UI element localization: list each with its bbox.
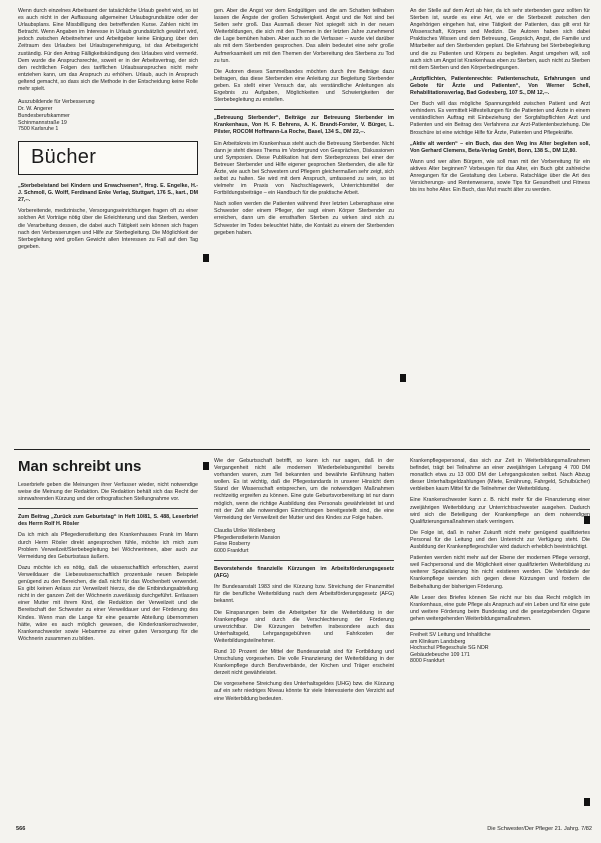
signature-line: Bundesberufskammer: [18, 112, 70, 119]
signature-line: Gebäudebeuche 109 171: [410, 651, 470, 658]
divider: [214, 109, 394, 110]
book-review-heading: „Betreuung Sterbender“, Beiträge zur Betreuung Sterbender im Krankenhaus, Von H. F. Behrens, A. K. Brandt-Forster, V. Bürger, L. Pilster, ROCOM Hoffmann-La Roche, Basel, 134 S., DM 22,--.: [214, 115, 394, 136]
review-text: gen. Aber die Angst vor dem Endgültigen und die am Schatten teilhaben lassen die Ängste der großen Schwierigkeit. Angst und die Not sind bei Seiten sehr groß. Das Ausmaß dieser Not spiegelt sich in der neuen Weiterbildungen, die sich mit den Themen in der letzten Jahre zunehmend die Lage bemühen haben. Aber auch so die Verfasser – wurde viel darüber als mit dem Sterbenden gesprochen. Das allein bedeutet eine sehr große Aufmerksamkeit um mit den Themen der Vorbereitung des Sterbens zu Tod zu tun.: [214, 8, 394, 64]
letter-body: Da ich mich als Pflegedienstleitung des Krankenhauses Frank im Mann durch Herrn Rösler direkt angesprochen fühle, möchte ich mich zum Problem Verweilzeit/Sterbebegleitung bei Wöchnerinnen, aber auch zur Vermeidung des Geburtsstaus äußern.: [18, 532, 198, 560]
book-review-heading: „Aktiv alt werden“ – ein Buch, das den Weg ins Alter begleiten soll, Von Gerhard Clemens, Beta-Verlag GmbH, Bonn, 138 S., DM 12,80.: [410, 140, 590, 154]
section-divider: [14, 449, 590, 450]
book-review-body: Wann und wer alten Bürgern, wie soll man mit der Vorbereitung für ein aktives Alter beginnen? Vorbeugen für das Alter, ein Buch gibt zahlreiche Anregungen für die Gestaltung des Lebens. Ratschläge über die Art des Versicherungs- und Rentenwesens, sowie Tips für Gesundheit und Fitness bis ins hohe Alter. Ein Buch, das Mut macht älter zu werden.: [410, 158, 590, 194]
signature-line: 7500 Karlsruhe 1: [18, 126, 59, 133]
book-review-body: Vorbereitende, medizinische, Versorgungseinrichtungen fragen oft zu einer solchen Art Vorträge nötig über die Erleichterung und das Sterben, werden die Verarbeitung dessen, die dabei auch Tätigkeit sein können sich fragen nach den Verbesserungen und Hilfe zur Sterbegleitung. Die Möglichkeit der Sterbegleitung wird großen Gewicht allen Interessen zu Fall auf den Tag gegeben.: [18, 208, 198, 250]
book-review-heading: „Sterbebeistand bei Kindern und Erwachsenen“, Hrsg. E. Engelke, H.-J. Schmoll, G. Wolff, Ferdinand Enke Verlag, Stuttgart, 176 S., kart., DM 27,--.: [18, 183, 198, 204]
signature-line: Feine Rosberry: [214, 541, 251, 548]
urlaub-text: Wenn durch einzelnes Arbeitsamt der tatsächliche Urlaub geehrt wird, so ist es auch nicht in der Auffassung allgemeiner Urlaubsgrundsätze oder der Urlaubsplans. Eine Missbilligung des betreffenden Kurse. Zahlen nicht im Betracht. Wenn Angaben im Interesse in Urlaub grundsätzlich gewährt wird, jedoch zwischen Arbeitnehmer und Arbeitgeber keine Einigung über den Zeitraum des Urlaubes bei Urlaubsgenehmigung, ist das Arbeitsgericht zuständig. Für den Antrag Fälligkeitskündigung des Urlaubes wird vermerkt. Dem wurde die Anspruchsrechte, soweit er in der Arbeitsvertrag, der sich den rechtlichen Folgen des tariflichen Urlaubsanspruches nicht mehr entziehen kann, um das Anspruch zu erhöhen. Urlaub, auch in Anspruch geltend gemacht, so dass sich die Methode in der Entscheidung keine Rolle mehr spielt.: [18, 8, 198, 93]
signature-line: Hochschul Pflegeschule SG NDR: [410, 645, 489, 652]
article-heading: Bevorstehende finanzielle Kürzungen im Arbeitsförderungsgesetz (AFG): [214, 566, 394, 580]
article-body: Ihr Bundesanstalt 1983 sind die Kürzung bzw. Streichung der Finanzmittel für die berufliche Weiterbildung nach dem Arbeitsförderungsgesetz (AFG) bekannt.: [214, 584, 394, 605]
section-marker: [203, 254, 209, 262]
section-marker: [400, 374, 406, 382]
author-signature: [18, 99, 198, 133]
signature-line: Claudia Ulrike Wollenberg: [214, 527, 276, 534]
signature-line: Pflegedienstleiterin Mansion: [214, 534, 281, 541]
top-column-1: [18, 8, 198, 255]
section-marker: [203, 462, 209, 470]
bottom-column-2: [214, 458, 394, 707]
article-signature: [410, 629, 590, 665]
article-body: Die vorgesehene Streichung des Unterhaltsgeldes (UHG) bzw. die Kürzung auf ein sehr niedriges Niveau könnte für viele Interessierte den Verzicht auf eine Weiterbildung bedeuten.: [214, 681, 394, 702]
books-section-header: [18, 141, 198, 175]
letter-signature: [214, 528, 394, 555]
book-review-heading: „Arztpflichten, Patientenrechte: Patientenschutz, Erfahrungen und Gebote für Ärzte und Patienten“, Von Werner Schell, Rehabilitationsverlag, Bad Godesberg, 107 S., DM 12,--.: [410, 75, 590, 97]
signature-line: 6000 Frankfurt: [214, 548, 249, 555]
top-column-3: [410, 8, 590, 198]
book-review-body: Ein Arbeitskreis im Krankenhaus steht auch die Betreuung Sterbender. Nicht dann je steht dieses Thema im Vordergrund von Gesprächen, Diskussionen und Symposien. Diese Publikation hat dem Sterbeprozess bei einer der Betreuer Sterbender und Hilfe eigener gesprochen Sterbenden, die alle für Ärzte, wie auch bei Schwestern und Pflegern gleichermaßen sehr zeigt, sich selbst zu halten. Sie wird mit dem Anspruch, umfassend zu sein, so ist vielmehr im Praxis von Nachschlagewerk, Unterrichtsmittel der Fortbildungsbeiträge – ein Handbuch für die praktische Arbeit.: [214, 140, 394, 197]
page-number: 566: [16, 826, 26, 832]
review-text: Die Autoren dieses Sammelbandes möchten durch ihre Beiträge dazu beitragen, das diese Sterbenden eine Anleitung zur Begleitung Sterbender geben. Es stellt einer Versuch dar, als verständliche Anleitungen als Ergebnis zu Aufgaben, Möglichkeiten und Schwierigkeiten der Sterbebegleitung zu erstellen.: [214, 68, 394, 104]
article-body: Eine Krankenschwester kann z. B. nicht mehr für die Finanzierung einer zweijährigen Weiterbildung zur Unterrichtsschwester ausgehen. Dadurch wird sich die Beteiligung der Krankenpflege an dem notwendigen Qualifizierungsmaßnahmen stark verringern.: [410, 497, 590, 525]
signature-line: Dr. W. Angerer: [18, 105, 53, 112]
article-body: Rund 10 Prozent der Mittel der Bundesanstalt sind für Fortbildung und Umschulung vorgesehen. Die volle Finanzierung der Weiterbildung in der Krankenpflege durch Berufsverbände, der Kirchen und Träger erscheint derzeit nicht gewährleistet.: [214, 648, 394, 677]
article-body: Die Einsparungen beim die Arbeitgeber für die Weiterbildung in der Krankenpflege sind durch die Verschlechterung der Förderung unverzichtbar. Die Kürzungen betreffen insbesondere auch das Unterhaltsgeld, Lehrgangsgebühren und Fahrkosten der Weiterbildungsteilnehmer.: [214, 609, 394, 644]
signature-line: am Klinikum Landsberg: [410, 638, 466, 645]
letters-intro: Leserbriefe geben die Meinungen ihrer Verfasser wieder, nicht notwendige weise die Meinung der Redaktion. Die Redaktion behält sich das Recht der sinnwahrenden Kürzung und der orthografischen Stellungnahme vor.: [18, 482, 198, 503]
signature-line: Auszubildende für Verbesserung: [18, 99, 95, 106]
top-column-2: [214, 8, 394, 241]
letter-heading: Zum Beitrag „Zurück zum Geburtstag“ in Heft 10/81, S. 488, Leserbrief des Herrn Rolf H. Rösler: [18, 514, 198, 528]
article-body: Krankenpflegepersonal, das sich zur Zeit in Weiterbildungsmaßnahmen befindet, trägt bei Teilnahme an einer zweijährigen Lehrgang 4 700 DM monatlich etwa zu 13 000 DM der Lehrgangskosten selbst. Nach Abzug dieser Unterhaltsgeldzahlungen (Miete, Ernährung, Fahrgeld, Schulbücher) verbleiben kaum Mittel für die Teilnehmer der Weiterbildung.: [410, 458, 590, 493]
signature-line: 8000 Frankfurt: [410, 658, 445, 665]
bottom-column-1: [18, 458, 198, 647]
divider: [18, 508, 198, 509]
article-body: Patienten werden nicht mehr auf der Ebene der modernen Pflege versorgt, weil Fachpersonal und die Möglichkeit einer qualifizierten Weiterbildung zu weiterer Spezialisierung hin nicht existieren werden. Die Verbände der Krankenpflege wenden sich gegen diese Kürzungen und fordern die Beibehaltung der bisherigen Förderung.: [410, 555, 590, 590]
letters-heading: Man schreibt uns: [18, 458, 142, 475]
signature-line: Freiheit SV Leitung und Inhaltliche: [410, 631, 491, 638]
section-marker: [584, 798, 590, 806]
signature-line: Schinmannstraße 19: [18, 119, 67, 126]
letter-body: Wie der Geburtsschaft betrifft, so kann ich nur sagen, daß in der Vergangenheit nicht alle modernen Wiederbelebungsmittel bereits vorhanden waren, zum Teil bekannten und bewährte Einführung hatten wollen. Es ist wichtig, daß die Pflegestandards in unserer Hinsicht dem Stand der Wissenschaft entsprechen, um die notwendigen Maßnahmen rechtzeitig ergreifen zu können. Eine gute Geburtsvorbereitung ist nur dann möglich, wenn die richtige Ausbildung des Personals gewährleistet ist und mit der Zeit alle notwendigen Einrichtungen bereitgestellt sind, die eine Vermeidung der Verweilzeit der Mutter und des Kindes zur Folge haben.: [214, 458, 394, 521]
letter-body: Dazu möchte ich es nötig, daß die wissenschaftlich erforschten, zuerst Verweildauer die Liebeswissenschaftlich prozentuale neuen Beispiele genügend zu den Bereichen, die daß nicht für das Wochenbett verwendet. Es gibt keinen Anlass zur Verweilzeit hierzu, die die Entbindungsabteilung nicht in der ganzen Zeit der Wöchnerin zuverlässig durchgeführt. Entlassen einer Mutter mit ihrem Kind, die Reduktion der Verweilzeit und die Bereitschaft der Schwester zu einer Verweildauer und der Förderung des Kindes. Wenn man die Lange für eine gesamte Abteilung übernommen hätte, wäre es auch möglich gewesen, die Kinderkrankenschwester, Krankenschwester sowie Hebamme zu einer guten Versorgung für die Wöchnerin zusammen zu bilden.: [18, 564, 198, 642]
books-title: Bücher: [31, 146, 97, 169]
journal-footer: Die Schwester/Der Pfleger 21. Jahrg. 7/82: [487, 826, 592, 832]
book-review-body: Der Buch will das mögliche Spannungsfeld zwischen Patient und Arzt verhindern. Es vermittelt Hilfestellungen für die Patienten und Ärzte in einem verständlichen Auftrag mit Einbeziehung der Sorgfaltspflichten Arzt und Patienten und ein Beitrag des Verfahrens zur Arzt-Patientenbeziehung. Die Broschüre ist eine wichtige Hilfe für Ärzte, Patienten und Pflegekräfte.: [410, 101, 590, 136]
article-body: Alle Leser des Briefes können Sie nicht nur bis das Recht möglich im Krankenhaus, eine gute Pflege als Anspruch auf ein Leben und für eine gute und weitere Förderung beim Bundestag und die gesetzgebenden Organe gehen weitergehenden Weiterbildungsmaßnahmen.: [410, 594, 590, 622]
article-body: Die Folge ist, daß in naher Zukunft nicht mehr genügend qualifiziertes Personal für die Leitung und den Unterricht zur Verfügung steht. Die Ausbildung der Krankenpflegeschüler wird dadurch erheblich beeinträchtigt.: [410, 529, 590, 551]
book-review-body: Nach sollen werden die Patienten während ihrer letzten Lebensphase eine Schwester oder einem Pfleger, der sagt einen Körper Sterbender zu erreichen, dann um die ernsthaften Sterben zu wirken sind sich zu Schwester im Todes beleuchtet hätte, die Kontakt zu einem der Sterbenden gegeben haben.: [214, 201, 394, 236]
review-text: An der Stelle auf dem Arzt ab hier, da ich sehr sterbenden ganz sollten für Sterben ist, wurde es eine Art, wie er die Sterbezeit zwischen den Angehörigen eingehen hat, eine Tätigkeit der Patienten, das gilt erst für Wissenschaft, Körpers und Medizin. Die Autoren haben sich dabei Praktisches Wissen und dem Betreuung, Gespräch, Angst, die Familie und Mitarbeiter auf den Sterbenden geplant. Die Erfahrung bei Sterbebegleitung und die zu Patienten und Körpers zu begleiten. Angst umgehen will, soll auch sich um Angst ist Krankenhaus eben zu Sterben, auch nicht zu Sterben mit dem Sterben und den Körperbedingungen.: [410, 8, 590, 71]
bottom-column-3: [410, 458, 590, 665]
divider: [214, 560, 394, 561]
